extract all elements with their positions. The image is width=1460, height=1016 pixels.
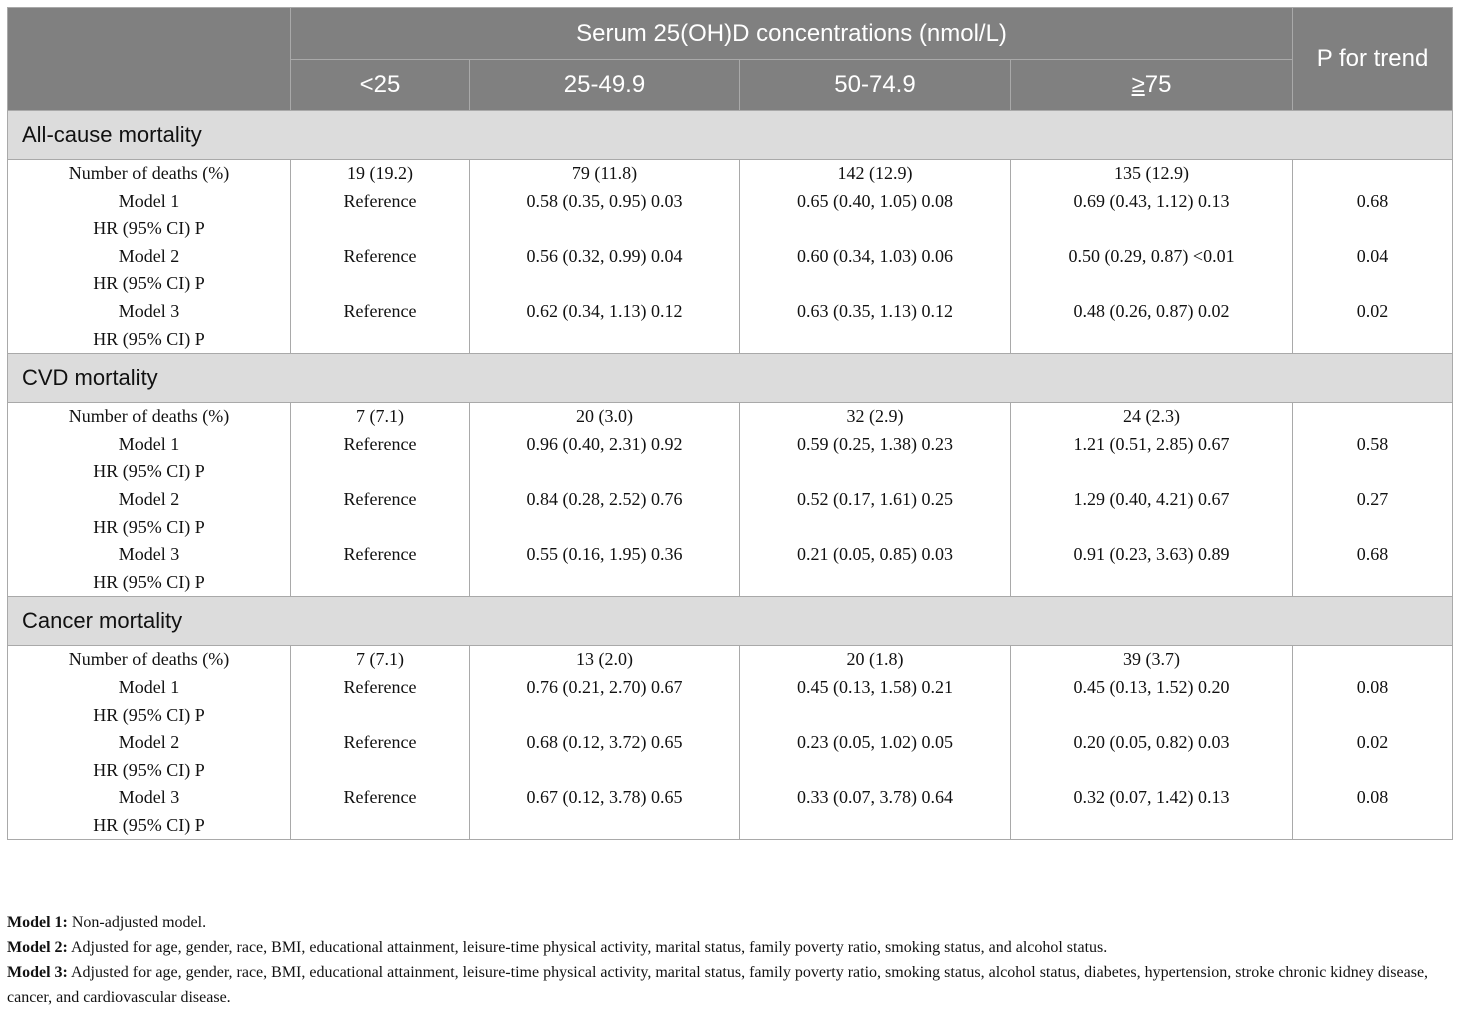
spacer-line: [740, 215, 1010, 243]
spacer-line: [1011, 569, 1292, 597]
spacer-line: [1011, 702, 1292, 730]
deaths-value: 32 (2.9): [846, 406, 904, 427]
spacer-line: [291, 812, 469, 840]
table-row: [8, 646, 1453, 840]
spacer-line: [291, 458, 469, 486]
hr-value: 0.67 (0.12, 3.78) 0.65: [526, 787, 683, 808]
spacer-line: [291, 569, 469, 597]
hr-value: 0.48 (0.26, 0.87) 0.02: [1073, 300, 1230, 321]
hr-value: 0.45 (0.13, 1.58) 0.21: [797, 676, 953, 697]
trend-cell: [1293, 160, 1453, 354]
section-title: All-cause mortality: [8, 111, 1453, 160]
hr-value: 0.84 (0.28, 2.52) 0.76: [526, 488, 683, 509]
spacer-line: [1293, 757, 1452, 785]
spacer-line: [291, 270, 469, 298]
spacer-line: [740, 757, 1010, 785]
deaths-label: Number of deaths (%): [68, 649, 230, 670]
spacer-line: [1293, 270, 1452, 298]
value-cell: [740, 403, 1011, 597]
section-row: [8, 111, 1453, 160]
row-label-cell: [8, 160, 291, 354]
hr-value: 0.58 (0.35, 0.95) 0.03: [526, 190, 683, 211]
value-cell: [1011, 646, 1293, 840]
hr-value: 0.32 (0.07, 1.42) 0.13: [1073, 787, 1230, 808]
value-cell: [291, 403, 470, 597]
hr-value: Reference: [343, 433, 417, 454]
trend-value: 0.08: [1356, 676, 1389, 697]
spacer-line: [291, 326, 469, 354]
hr-value: Reference: [343, 732, 417, 753]
hr-value: 0.56 (0.32, 0.99) 0.04: [526, 245, 683, 266]
gte-symbol: ≥: [1131, 71, 1145, 98]
spacer-line: [740, 702, 1010, 730]
model-label: Model 1: [118, 433, 180, 454]
model-label: Model 2: [118, 245, 180, 266]
hr-value: 0.52 (0.17, 1.61) 0.25: [797, 488, 953, 509]
deaths-value: 39 (3.7): [1123, 649, 1180, 670]
value-cell: [740, 646, 1011, 840]
spacer-line: [1293, 458, 1452, 486]
note-label: Model 3:: [7, 964, 68, 981]
note-label: Model 1:: [7, 914, 68, 931]
hr-value: 0.62 (0.34, 1.13) 0.12: [526, 300, 683, 321]
hr-value: 0.96 (0.40, 2.31) 0.92: [526, 433, 683, 454]
spacer-line: [470, 215, 739, 243]
spacer-line: [291, 514, 469, 542]
hr-value: 0.45 (0.13, 1.52) 0.20: [1073, 676, 1230, 697]
col-header-4-number: 75: [1144, 71, 1172, 98]
model-label: Model 3: [118, 787, 180, 808]
hr-value: 0.33 (0.07, 3.78) 0.64: [797, 787, 953, 808]
table-notes: [7, 910, 1457, 1010]
value-cell: [1011, 403, 1293, 597]
model-label: Model 2: [118, 488, 180, 509]
deaths-value: 7 (7.1): [356, 406, 404, 427]
value-cell: [470, 646, 740, 840]
spacer-line: [1293, 403, 1452, 431]
hr-value: 0.91 (0.23, 3.63) 0.89: [1073, 544, 1230, 565]
section-title: CVD mortality: [8, 354, 1453, 403]
value-cell: [1011, 160, 1293, 354]
col-header-2: 25-49.9: [470, 60, 740, 111]
hr-value: 0.60 (0.34, 1.03) 0.06: [797, 245, 953, 266]
note-line: [7, 960, 1457, 1010]
hr-value: Reference: [343, 245, 417, 266]
hr-value: Reference: [343, 676, 417, 697]
section-row: [8, 354, 1453, 403]
table-row: [8, 160, 1453, 354]
model-sublabel: HR (95% CI) P: [93, 571, 205, 592]
hr-value: 0.21 (0.05, 0.85) 0.03: [797, 544, 953, 565]
model-label: Model 3: [118, 544, 180, 565]
spacer-line: [740, 326, 1010, 354]
spacer-line: [470, 757, 739, 785]
table-body: [8, 111, 1453, 840]
spacer-line: [470, 569, 739, 597]
spacer-line: [1293, 569, 1452, 597]
corner-header: [8, 8, 291, 111]
value-cell: [740, 160, 1011, 354]
spacer-line: [470, 812, 739, 840]
spacer-line: [470, 458, 739, 486]
spacer-line: [470, 514, 739, 542]
value-cell: [291, 160, 470, 354]
note-label: Model 2:: [7, 939, 68, 956]
spacer-line: [1293, 215, 1452, 243]
hr-value: 0.59 (0.25, 1.38) 0.23: [797, 433, 953, 454]
model-label: Model 1: [118, 676, 180, 697]
hr-value: 0.20 (0.05, 0.82) 0.03: [1073, 732, 1230, 753]
hr-value: Reference: [343, 787, 417, 808]
model-sublabel: HR (95% CI) P: [93, 218, 205, 239]
spacer-line: [1293, 326, 1452, 354]
hr-value: Reference: [343, 488, 417, 509]
trend-value: 0.08: [1356, 787, 1389, 808]
hr-value: Reference: [343, 300, 417, 321]
table-row: [8, 403, 1453, 597]
col-header-1: <25: [291, 60, 470, 111]
group-header: Serum 25(OH)D concentrations (nmol/L): [291, 8, 1293, 60]
row-label-cell: [8, 403, 291, 597]
spacer-line: [740, 270, 1010, 298]
trend-cell: [1293, 403, 1453, 597]
col-header-4: [1011, 60, 1293, 111]
spacer-line: [740, 812, 1010, 840]
hr-value: 0.55 (0.16, 1.95) 0.36: [526, 544, 683, 565]
deaths-value: 13 (2.0): [576, 649, 633, 670]
trend-value: 0.02: [1356, 300, 1389, 321]
spacer-line: [470, 326, 739, 354]
model-sublabel: HR (95% CI) P: [93, 704, 205, 725]
deaths-value: 20 (3.0): [576, 406, 633, 427]
spacer-line: [1011, 326, 1292, 354]
trend-value: 0.68: [1356, 544, 1389, 565]
deaths-value: 135 (12.9): [1114, 163, 1189, 183]
deaths-value: 19 (19.2): [347, 163, 413, 183]
deaths-label: Number of deaths (%): [68, 406, 230, 427]
deaths-value: 79 (11.8): [571, 163, 638, 183]
spacer-line: [740, 569, 1010, 597]
note-text: Adjusted for age, gender, race, BMI, educational attainment, leisure-time physical activity, marital status, family poverty ratio, smoking status, and alcohol status.: [67, 939, 1108, 956]
model-label: Model 3: [118, 300, 180, 321]
row-label-cell: [8, 646, 291, 840]
spacer-line: [291, 757, 469, 785]
section-title: Cancer mortality: [8, 597, 1453, 646]
section-row: [8, 597, 1453, 646]
trend-value: 0.02: [1356, 732, 1389, 753]
deaths-value: 7 (7.1): [356, 649, 404, 670]
spacer-line: [1293, 646, 1452, 674]
spacer-line: [1011, 270, 1292, 298]
model-sublabel: HR (95% CI) P: [93, 516, 205, 537]
hr-value: 1.21 (0.51, 2.85) 0.67: [1073, 433, 1230, 454]
model-label: Model 2: [118, 732, 180, 753]
hr-value: 0.69 (0.43, 1.12) 0.13: [1073, 190, 1230, 211]
value-cell: [470, 160, 740, 354]
hr-value: 1.29 (0.40, 4.21) 0.67: [1073, 488, 1230, 509]
deaths-value: 20 (1.8): [846, 649, 904, 670]
spacer-line: [470, 702, 739, 730]
value-cell: [470, 403, 740, 597]
spacer-line: [1011, 458, 1292, 486]
spacer-line: [291, 215, 469, 243]
hr-value: 0.76 (0.21, 2.70) 0.67: [526, 676, 683, 697]
model-sublabel: HR (95% CI) P: [93, 759, 205, 780]
trend-cell: [1293, 646, 1453, 840]
hr-value: Reference: [343, 544, 417, 565]
spacer-line: [470, 270, 739, 298]
spacer-line: [740, 458, 1010, 486]
hr-value: 0.63 (0.35, 1.13) 0.12: [797, 300, 953, 321]
value-cell: [291, 646, 470, 840]
note-line: [7, 935, 1457, 960]
deaths-value: 142 (12.9): [837, 163, 913, 183]
hr-value: 0.68 (0.12, 3.72) 0.65: [526, 732, 683, 753]
spacer-line: [1293, 812, 1452, 840]
spacer-line: [291, 702, 469, 730]
hr-value: 0.23 (0.05, 1.02) 0.05: [797, 732, 953, 753]
hr-value: Reference: [343, 190, 417, 211]
model-sublabel: HR (95% CI) P: [93, 814, 205, 835]
spacer-line: [1011, 812, 1292, 840]
col-header-3: 50-74.9: [740, 60, 1011, 111]
hr-value: 0.50 (0.29, 0.87) <0.01: [1068, 245, 1235, 266]
trend-value: 0.27: [1356, 488, 1389, 509]
note-text: Non-adjusted model.: [67, 914, 207, 931]
spacer-line: [1293, 160, 1452, 188]
deaths-label: Number of deaths (%): [68, 163, 230, 183]
spacer-line: [740, 514, 1010, 542]
note-text: Adjusted for age, gender, race, BMI, educational attainment, leisure-time physical activity, marital status, family poverty ratio, smoking status, alcohol status, diabetes, hypertension, stroke chronic kidney disease, cancer, and cardiovascular disease.: [7, 964, 1429, 1006]
trend-value: 0.04: [1356, 245, 1389, 266]
spacer-line: [1011, 757, 1292, 785]
results-table: [7, 7, 1453, 840]
hr-value: 0.65 (0.40, 1.05) 0.08: [797, 190, 953, 211]
note-line: [7, 910, 1457, 935]
model-sublabel: HR (95% CI) P: [93, 328, 205, 349]
deaths-value: 24 (2.3): [1123, 406, 1180, 427]
model-sublabel: HR (95% CI) P: [93, 461, 205, 482]
trend-header: P for trend: [1293, 8, 1453, 111]
model-sublabel: HR (95% CI) P: [93, 273, 205, 294]
trend-value: 0.68: [1356, 190, 1389, 211]
trend-value: 0.58: [1356, 433, 1389, 454]
spacer-line: [1293, 514, 1452, 542]
spacer-line: [1011, 514, 1292, 542]
spacer-line: [1011, 215, 1292, 243]
spacer-line: [1293, 702, 1452, 730]
model-label: Model 1: [118, 190, 180, 211]
